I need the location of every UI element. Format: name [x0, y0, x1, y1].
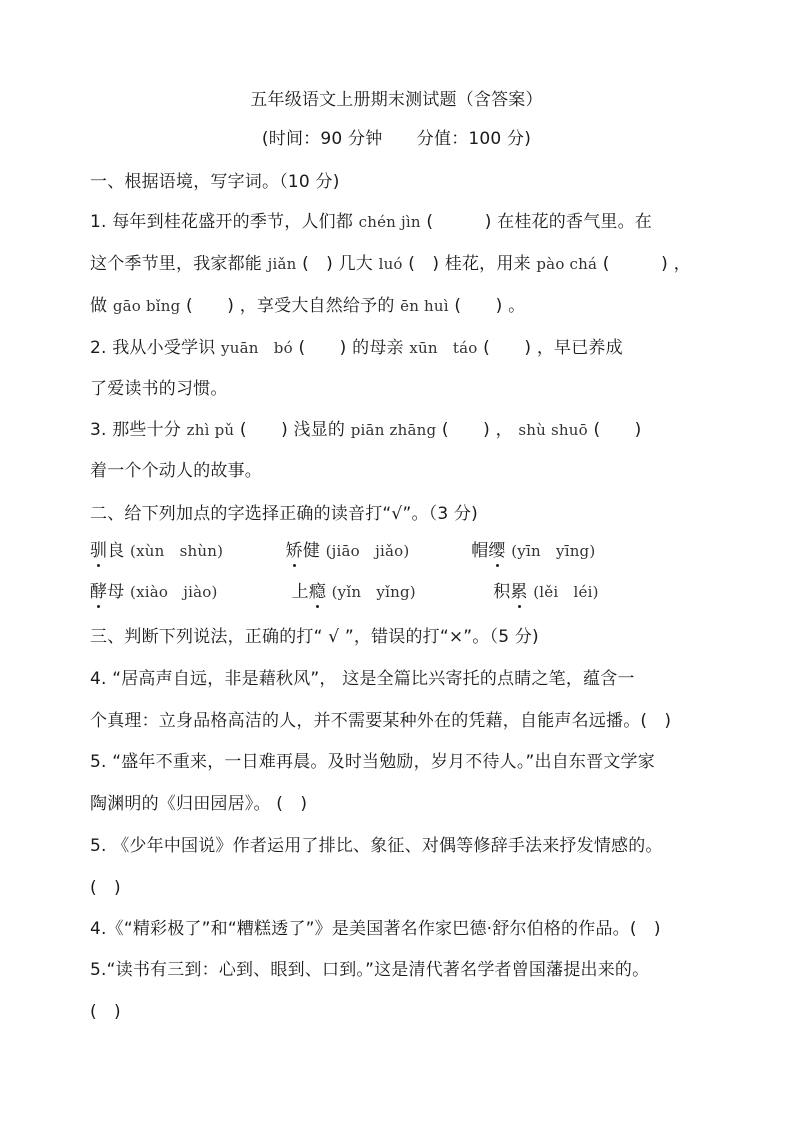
pinyin-options[interactable]: (xiào jiào) [130, 583, 218, 601]
judgment-item-line[interactable]: 4.《“精彩极了”和“糟糕透了”》是美国著名作家巴德·舒尔伯格的作品。( ) [90, 919, 661, 939]
q1-text: 做 [90, 296, 108, 316]
q2-text: ，早已养成 [536, 338, 623, 358]
answer-blank[interactable]: ( ) [239, 420, 288, 440]
reading-row-1 [90, 539, 595, 563]
judgment-item-line: 4. “居高声自远，非是藉秋风”， 这是全篇比兴寄托的点睛之笔，蕴含一 [90, 669, 635, 689]
reading-item [493, 580, 598, 604]
pinyin-prompt: gāo bǐng [112, 297, 181, 315]
dotted-char: 瘾 [308, 582, 327, 602]
pinyin-prompt: zhì pǔ [186, 421, 235, 439]
judgment-item-line: 5. “盛年不重来，一日难再晨。及时当勉励，岁月不待人。”出自东晋文学家 [90, 752, 655, 772]
q1-text: 这个季节里，我家都能 [90, 254, 262, 274]
pinyin-prompt: luó [378, 255, 403, 273]
pinyin-prompt: chén jìn [358, 213, 421, 231]
answer-blank[interactable]: ( ) [483, 338, 532, 358]
q1-line1 [90, 210, 652, 234]
q1-text: 在桂花的香气里。在 [497, 212, 653, 232]
dotted-char: 酵 [90, 582, 108, 602]
document-title: 五年级语文上册期末测试题（含答案） [250, 90, 543, 110]
reading-row-2 [90, 580, 599, 604]
answer-blank[interactable]: ( ) [186, 296, 235, 316]
reading-item [292, 580, 488, 604]
judgment-item-line[interactable]: 个真理：立身品格高洁的人，并不需要某种外在的凭藉，自能声名远播。( ) [90, 711, 672, 731]
section1-heading: 一、根据语境，写字词。（10 分) [90, 172, 340, 192]
pinyin-options[interactable]: (jiāo jiǎo) [325, 542, 410, 560]
q3-text: 浅显的 [293, 420, 346, 440]
answer-blank[interactable]: ( ) [408, 254, 440, 274]
answer-blank[interactable]: ( ) [593, 420, 642, 440]
pinyin-options[interactable]: (xùn shùn) [130, 542, 224, 560]
q3-line2: 着一个个动人的故事。 [90, 461, 262, 481]
q3-line1 [90, 418, 642, 442]
pinyin-options[interactable]: (lěi léi) [533, 583, 599, 601]
q2-text: 2. 我从小受学识 [90, 338, 216, 358]
answer-blank[interactable]: ( ) [441, 420, 490, 440]
pinyin-prompt: piān zhāng [350, 421, 437, 439]
word-rest: 良 [107, 541, 125, 561]
answer-blank[interactable]: ( ) [302, 254, 333, 274]
dotted-char: 累 [510, 582, 528, 602]
answer-blank[interactable]: ( ) [602, 254, 668, 274]
pinyin-prompt: jiǎn [267, 255, 297, 273]
dotted-char: 驯 [90, 541, 108, 561]
q3-text: ， [495, 420, 513, 440]
section2-heading: 二、给下列加点的字选择正确的读音打“√”。（3 分) [90, 504, 478, 524]
pinyin-prompt: pào chá [536, 255, 598, 273]
judgment-item-line: 5. 《少年中国说》作者运用了排比、象征、对偶等修辞手法来抒发情感的。 [90, 836, 663, 856]
answer-blank[interactable]: ( ) [426, 212, 492, 232]
q1-text: ，享受大自然给予的 [239, 296, 395, 316]
pinyin-prompt: shù shuō [518, 421, 588, 439]
word-rest: 上 [291, 582, 309, 602]
q2-line1 [90, 336, 623, 360]
document-subtitle: (时间：90 分钟 分值：100 分) [261, 129, 532, 149]
reading-item [90, 539, 280, 563]
word-rest: 母 [107, 582, 125, 602]
judgment-item-line: 5.“读书有三到：心到、眼到、口到。”这是清代著名学者曾国藩提出来的。 [90, 960, 650, 980]
answer-blank[interactable]: ( ) [454, 296, 503, 316]
word-rest: 帽 [471, 541, 489, 561]
q1-text: 1. 每年到桂花盛开的季节，人们都 [90, 212, 354, 232]
dotted-char: 矫 [285, 541, 303, 561]
q2-text: 的母亲 [352, 338, 404, 358]
q1-line3 [90, 294, 525, 318]
section3-heading: 三、判断下列说法，正确的打“ √ ”，错误的打“×”。（5 分) [90, 627, 539, 647]
reading-item [471, 539, 595, 563]
pinyin-prompt: xūn táo [409, 339, 478, 357]
judgment-item-line[interactable]: ( ) [90, 878, 121, 898]
pinyin-options[interactable]: (yīn yīng) [511, 542, 596, 560]
q1-text: ， [673, 254, 691, 274]
reading-item [286, 539, 466, 563]
q1-text: 桂花，用来 [444, 254, 531, 274]
dotted-char: 缨 [488, 541, 506, 561]
pinyin-prompt: ēn huì [400, 297, 449, 315]
reading-item [90, 580, 286, 604]
judgment-item-line[interactable]: ( ) [90, 1002, 121, 1022]
q2-line2: 了爱读书的习惯。 [90, 379, 228, 399]
word-rest: 健 [302, 541, 321, 561]
pinyin-prompt: yuān bó [221, 339, 293, 357]
pinyin-options[interactable]: (yǐn yǐng) [331, 583, 416, 601]
q1-line2 [90, 252, 691, 276]
q1-text: 几大 [338, 254, 373, 274]
q1-text: 。 [508, 296, 526, 316]
word-rest: 积 [493, 582, 511, 602]
judgment-item-line[interactable]: 陶渊明的《归田园居》。 ( ) [90, 794, 308, 814]
answer-blank[interactable]: ( ) [298, 338, 347, 358]
q3-text: 3. 那些十分 [90, 420, 182, 440]
